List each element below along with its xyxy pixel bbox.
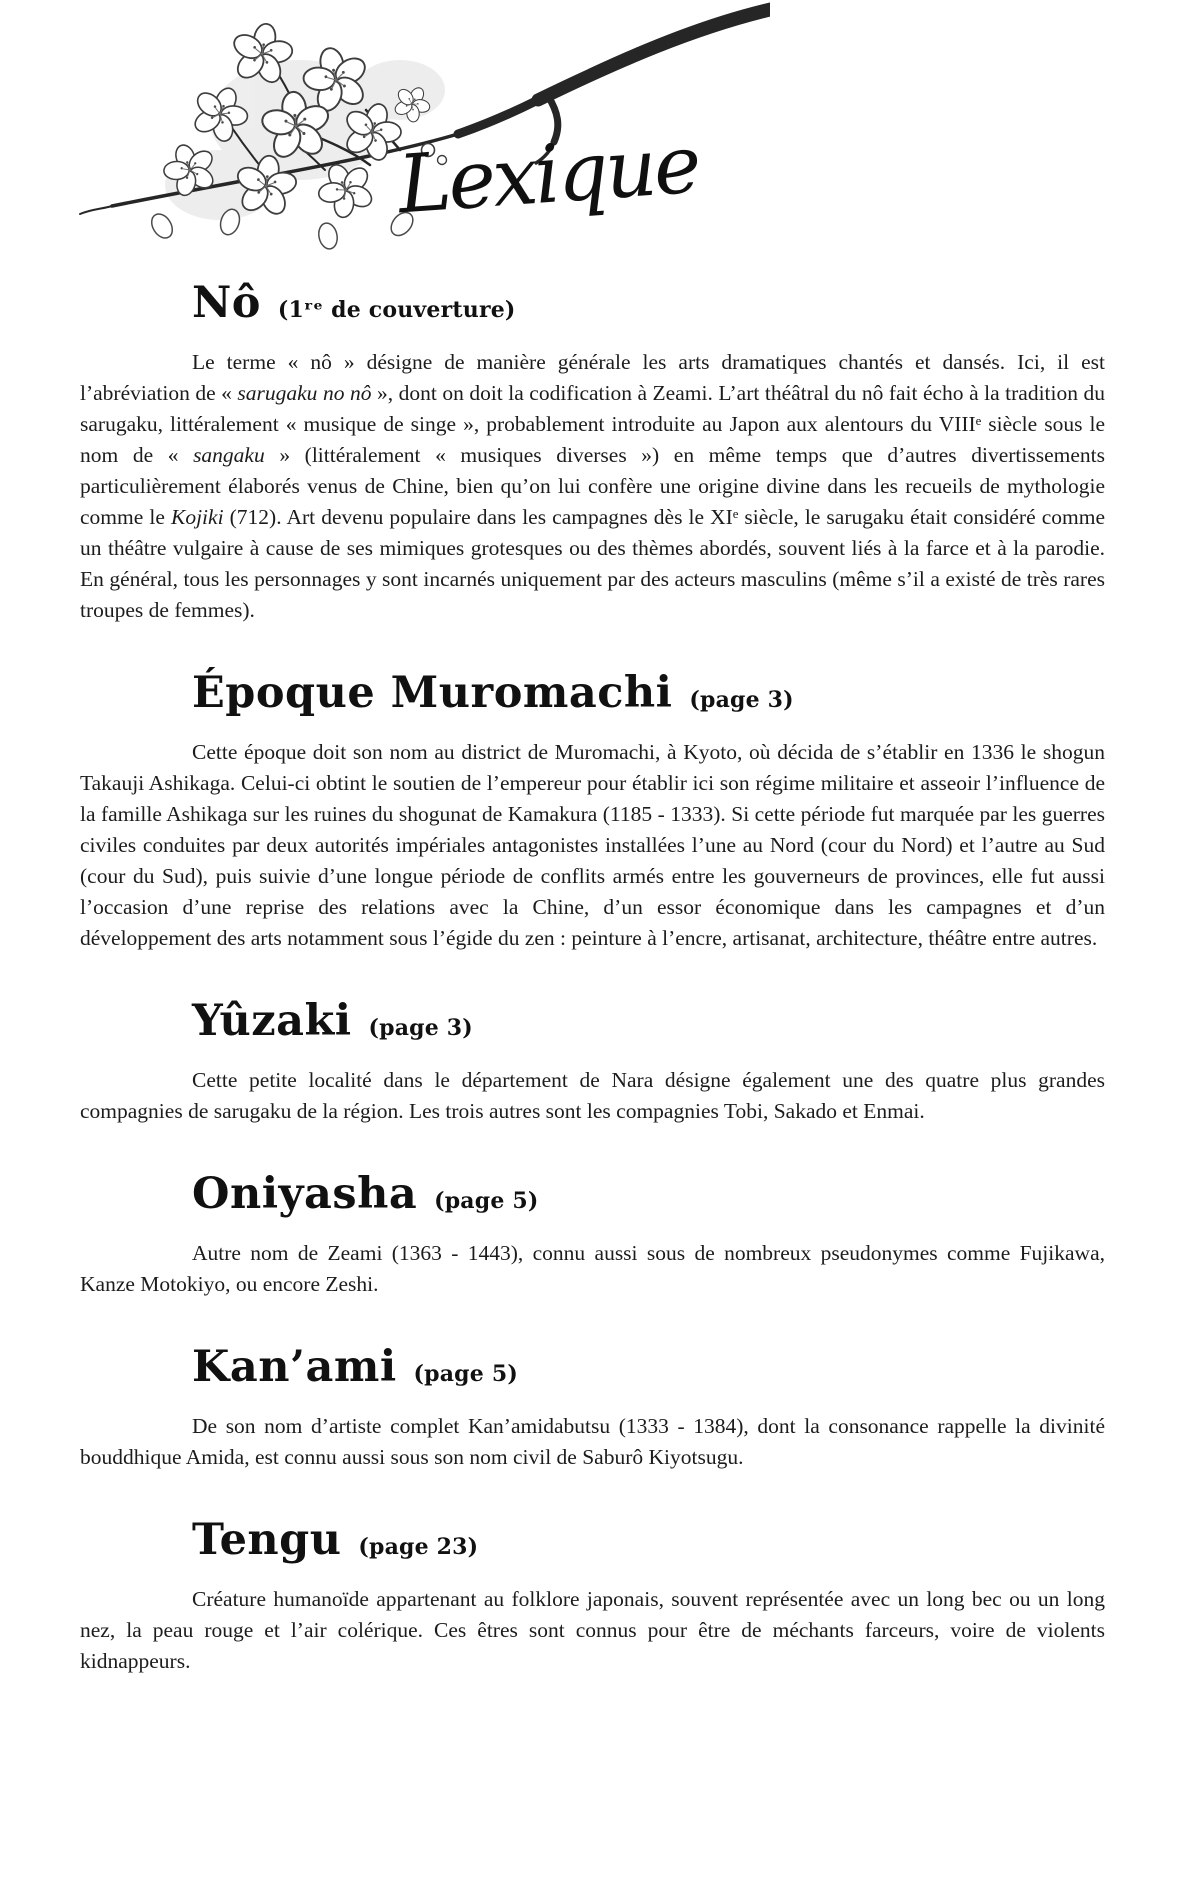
entry-term: Oniyasha: [192, 1169, 418, 1219]
entry-page-ref: (page 5): [405, 1361, 518, 1387]
entry-paragraph: Autre nom de Zeami (1363 - 1443), connu aussi sous de nombreux pseudonymes comme Fujikawa, Kanze Motokiyo, ou encore Zeshi.: [80, 1241, 1105, 1296]
lexicon-entry: [80, 278, 1105, 626]
entry-heading: [192, 1169, 1105, 1219]
lexicon-entry: [80, 668, 1105, 954]
entry-paragraph: De son nom d’artiste complet Kan’amidabutsu (1333 - 1384), dont la consonance rappelle la divinité bouddhique Amida, est connu aussi sous son nom civil de Saburô Kiyotsugu.: [80, 1414, 1105, 1469]
entry-term: Yûzaki: [192, 996, 352, 1046]
entry-term: Époque Muromachi: [192, 668, 673, 718]
entry-paragraph: Créature humanoïde appartenant au folklore japonais, souvent représentée avec un long bec ou un long nez, la peau rouge et l’air colérique. Ces êtres sont connus pour être de méchants farceurs, voire de violents kidnappeurs.: [80, 1587, 1105, 1673]
entry-term: Tengu: [192, 1515, 342, 1565]
page-header: [0, 0, 1200, 264]
lexicon-entries: [0, 278, 1200, 1677]
page-title: Lexique: [395, 117, 702, 232]
entry-page-ref: (page 3): [681, 687, 794, 713]
entry-page-ref: (page 5): [426, 1188, 539, 1214]
entry-paragraph: Cette petite localité dans le département de Nara désigne également une des quatre plus grandes compagnies de sarugaku de la région. Les trois autres sont les compagnies Tobi, Sakado et Enmai.: [80, 1068, 1105, 1123]
entry-heading: [192, 1342, 1105, 1392]
entry-heading: [192, 996, 1105, 1046]
entry-page-ref: (page 23): [350, 1534, 479, 1560]
entry-term: Nô: [192, 278, 261, 328]
entry-term: Kan’ami: [192, 1342, 397, 1392]
entry-heading: [192, 668, 1105, 718]
lexicon-entry: [80, 1515, 1105, 1677]
entry-page-ref: (1ʳᵉ de couverture): [270, 297, 516, 323]
entry-heading: [192, 278, 1105, 328]
entry-paragraph: Le terme « nô » désigne de manière générale les arts dramatiques chantés et dansés. Ici, il est l’abréviation de « sarugaku no nô », dont on doit la codification à Zeami. L’art théâtral du nô fait écho à la tradition du sarugaku, littéralement « musique de singe », probablement introduite au Japon aux alentours du VIIIᵉ siècle sous le nom de « sangaku » (littéralement « musiques diverses ») en même temps que d’autres divertissements particulièrement élaborés venus de Chine, bien qu’on lui confère une origine divine dans les recueils de mythologie comme le Kojiki (712). Art devenu populaire dans les campagnes dès le XIᵉ siècle, le sarugaku était considéré comme un théâtre vulgaire à cause de ses mimiques grotesques ou des thèmes abordés, souvent liés à la farce et à la parodie. En général, tous les personnages y sont incarnés uniquement par des acteurs masculins (même s’il a existé de très rares troupes de femmes).: [80, 350, 1105, 622]
entry-page-ref: (page 3): [360, 1015, 473, 1041]
lexicon-entry: [80, 1342, 1105, 1473]
lexicon-entry: [80, 996, 1105, 1127]
lexicon-entry: [80, 1169, 1105, 1300]
entry-heading: [192, 1515, 1105, 1565]
entry-paragraph: Cette époque doit son nom au district de Muromachi, à Kyoto, où décida de s’établir en 1336 le shogun Takauji Ashikaga. Celui-ci obtint le soutien de l’empereur pour établir ici son régime militaire et asseoir l’influence de la famille Ashikaga sur les ruines du shogunat de Kamakura (1185 - 1333). Si cette période fut marquée par les guerres civiles conduites par deux autorités impériales antagonistes installées l’une au Nord (cour du Nord) et l’autre au Sud (cour du Sud), puis suivie d’une longue période de conflits armés entre les gouverneurs de provinces, elle fut aussi l’occasion d’une reprise des relations avec la Chine, d’un essor économique dans les campagnes et d’un développement des arts notamment sous l’égide du zen : peinture à l’encre, artisanat, architecture, théâtre entre autres.: [80, 740, 1105, 950]
